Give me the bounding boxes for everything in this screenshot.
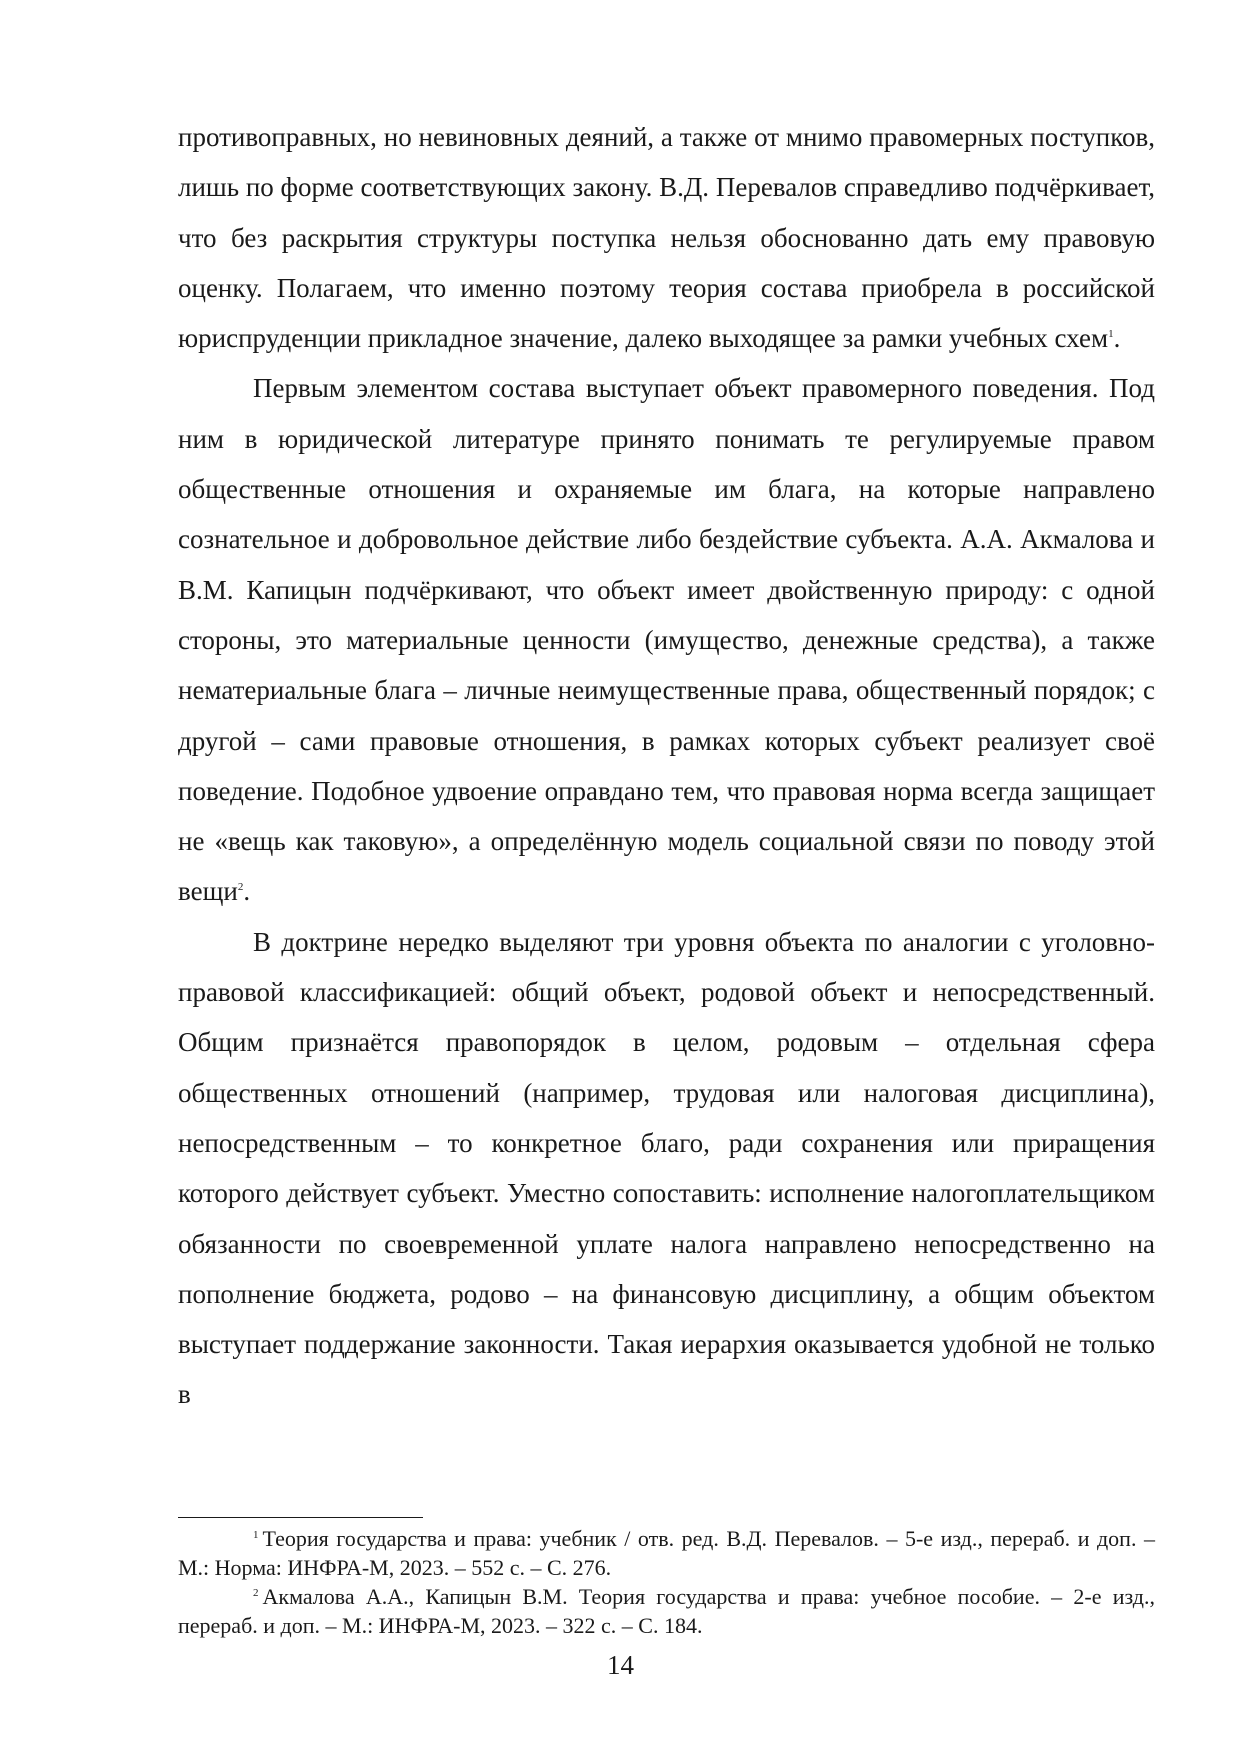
footnote-2-number: 2 [253, 1586, 259, 1599]
footnote-ref-1: 1 [1108, 328, 1114, 341]
body-text [178, 112, 1155, 1420]
footnote-2-text: Акмалова А.А., Капицын В.М. Теория государства и права: учебное пособие. – 2-е изд., перераб. и доп. – М.: ИНФРА-М, 2023. – 322 с. – С. 184. [178, 1584, 1155, 1638]
footnote-2 [178, 1582, 1155, 1640]
paragraph-3 [178, 917, 1155, 1420]
page-number: 14 [607, 1650, 634, 1680]
footnote-1 [178, 1524, 1155, 1582]
paragraph-1-text: противоправных, но невиновных деяний, а также от мнимо правомерных поступков, лишь по форме соответствующих закону. В.Д. Перевалов справедливо подчёркивает, что без раскрытия структуры поступка нельзя обоснованно дать ему правовую оценку. Полагаем, что именно поэтому теория состава приобрела в российской юриспруденции прикладное значение, далеко выходящее за рамки учебных схем [178, 122, 1155, 354]
paragraph-2-text: Первым элементом состава выступает объект правомерного поведения. Под ним в юридической литературе принято понимать те регулируемые правом общественные отношения и охраняемые им блага, на которые направлено сознательное и добровольное действие либо бездействие субъекта. А.А. Акмалова и В.М. Капицын подчёркивают, что объект имеет двойственную природу: с одной стороны, это материальные ценности (имущество, денежные средства), а также нематериальные блага – личные неимущественные права, общественный порядок; с другой – сами правовые отношения, в рамках которых субъект реализует своё поведение. Подобное удвоение оправдано тем, что правовая норма всегда защищает не «вещь как таковую», а определённую модель социальной связи по поводу этой вещи [178, 373, 1155, 907]
paragraph-2 [178, 363, 1155, 916]
footnote-ref-2: 2 [237, 881, 244, 894]
paragraph-1-end: . [1113, 323, 1121, 354]
footnote-1-number: 1 [253, 1528, 259, 1541]
paragraph-2-end: . [243, 876, 251, 907]
footnote-separator [178, 1517, 423, 1518]
paragraph-3-text: В доктрине нередко выделяют три уровня объекта по аналогии с уголовно-правовой классификацией: общий объект, родовой объект и непосредственный. Общим признаётся правопорядок в целом, родовым – отдельная сфера общественных отношений (например, трудовая или налоговая дисциплина), непосредственным – то конкретное благо, ради сохранения или приращения которого действует субъект. Уместно сопоставить: исполнение налогоплательщиком обязанности по своевременной уплате налога направлено непосредственно на пополнение бюджета, родово – на финансовую дисциплину, а общим объектом выступает поддержание законности. Такая иерархия оказывается удобной не только в [178, 926, 1155, 1410]
footnotes [178, 1524, 1155, 1640]
footnote-1-text: Теория государства и права: учебник / отв. ред. В.Д. Перевалов. – 5-е изд., перераб. и доп. – М.: Норма: ИНФРА-М, 2023. – 552 с. – С. 276. [178, 1526, 1155, 1580]
paragraph-1 [178, 112, 1155, 363]
